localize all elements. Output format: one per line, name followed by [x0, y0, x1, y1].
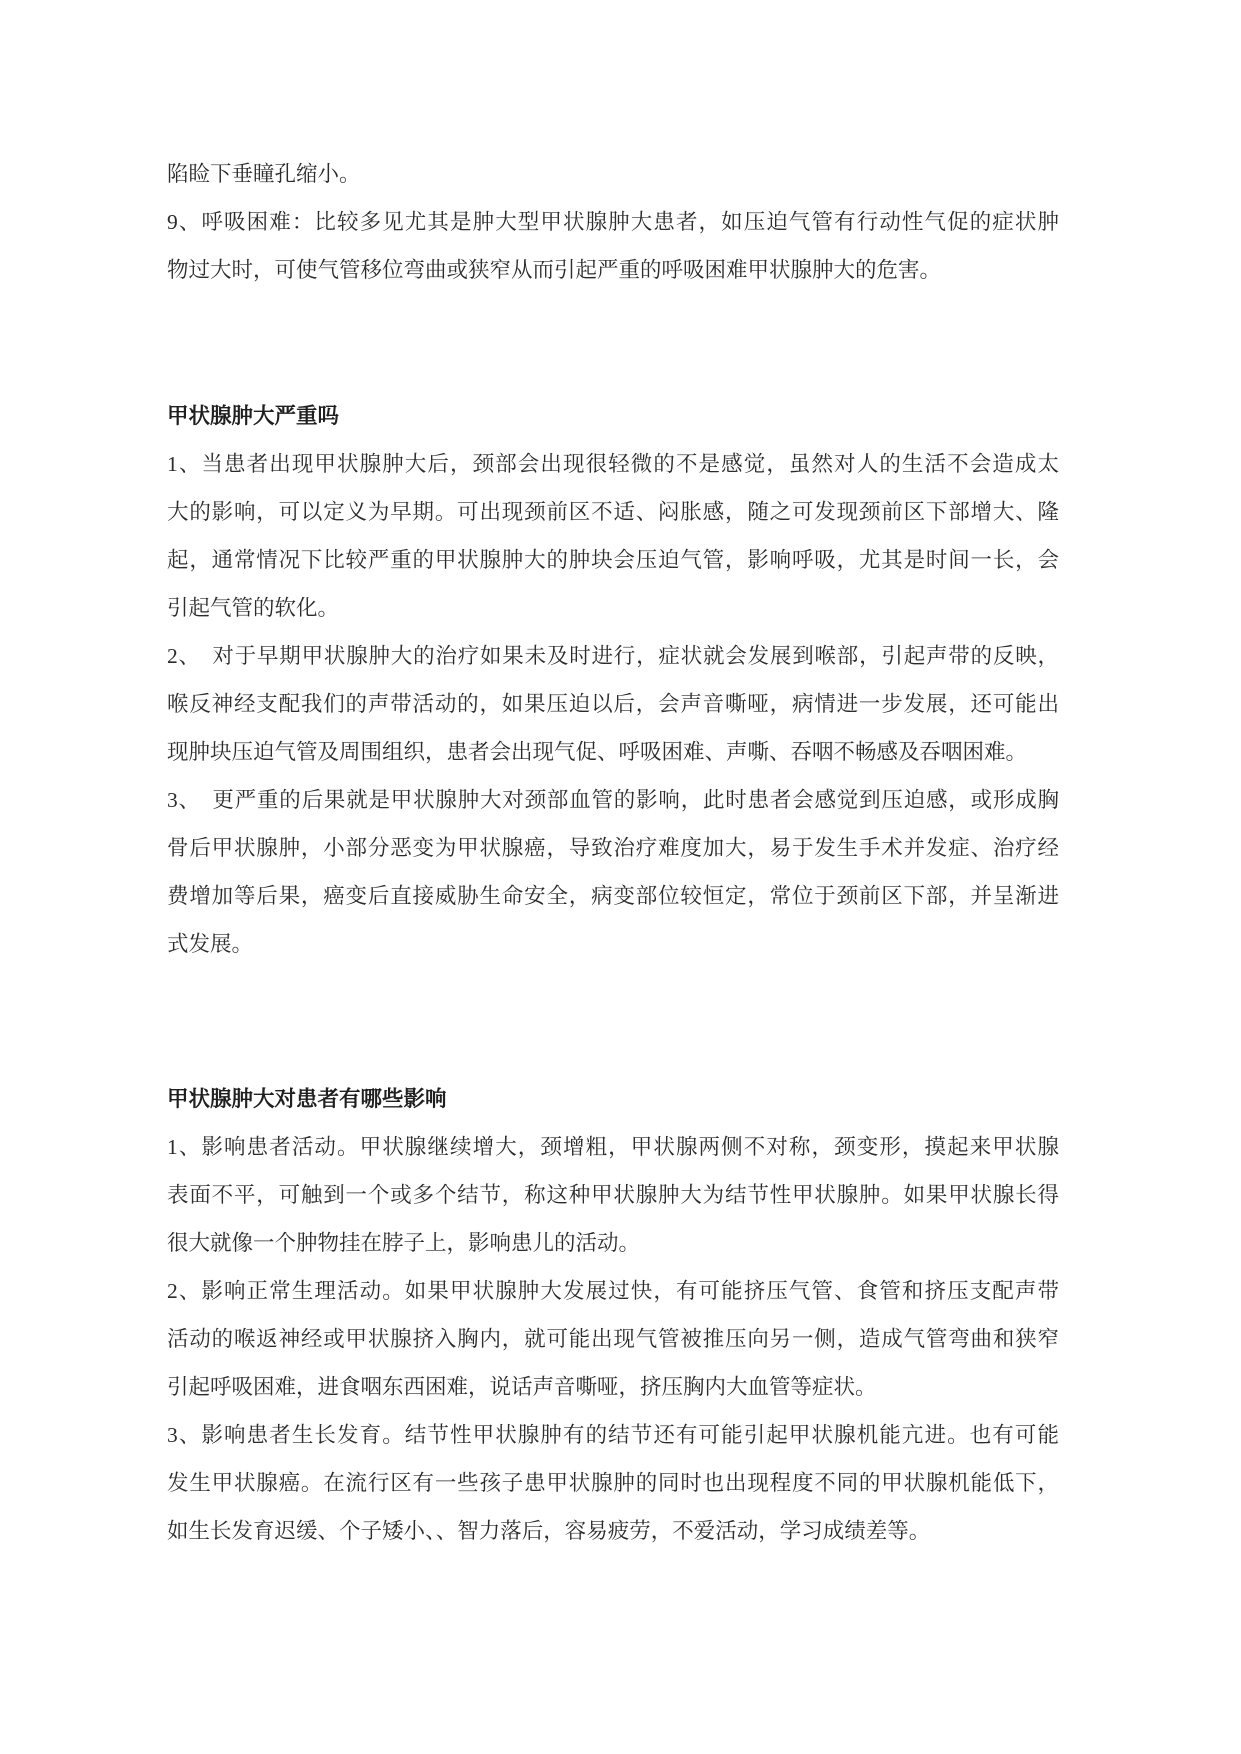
text-line: 大的影响，可以定义为早期。可出现颈前区不适、闷胀感，随之可发现颈前区下部增大、隆	[167, 500, 1059, 524]
text-line: 发生甲状腺癌。在流行区有一些孩子患甲状腺肿的同时也出现程度不同的甲状腺机能低下，	[167, 1471, 1059, 1495]
text-line: 引起呼吸困难，进食咽东西困难，说话声音嘶哑，挤压胸内大血管等症状。	[167, 1375, 877, 1399]
text-line: 现肿块压迫气管及周围组织，患者会出现气促、呼吸困难、声嘶、吞咽不畅感及吞咽困难。	[167, 740, 1028, 764]
text-line: 喉反神经支配我们的声带活动的，如果压迫以后，会声音嘶哑，病情进一步发展，还可能出	[167, 692, 1059, 716]
paragraph-effects-3	[167, 1411, 1059, 1555]
section-heading-effects: 甲状腺肿大对患者有哪些影响	[167, 1087, 447, 1111]
section-heading-severity: 甲状腺肿大严重吗	[167, 404, 340, 428]
paragraph-severity-1	[167, 440, 1059, 632]
paragraph-effects-2	[167, 1267, 1059, 1411]
text-line: 活动的喉返神经或甲状腺挤入胸内，就可能出现气管被推压向另一侧，造成气管弯曲和狭窄	[167, 1327, 1059, 1351]
text-line: 3、影响患者生长发育。结节性甲状腺肿有的结节还有可能引起甲状腺机能亢进。也有可能	[167, 1423, 1059, 1447]
text-line: 引起气管的软化。	[167, 596, 340, 620]
text-line: 2、影响正常生理活动。如果甲状腺肿大发展过快，有可能挤压气管、食管和挤压支配声带	[167, 1279, 1059, 1303]
text-line: 骨后甲状腺肿，小部分恶变为甲状腺癌，导致治疗难度加大，易于发生手术并发症、治疗经	[167, 836, 1059, 860]
text-line: 表面不平，可触到一个或多个结节，称这种甲状腺肿大为结节性甲状腺肿。如果甲状腺长得	[167, 1183, 1059, 1207]
text-line: 物过大时，可使气管移位弯曲或狭窄从而引起严重的呼吸困难甲状腺肿大的危害。	[167, 258, 942, 282]
text-line: 2、 对于早期甲状腺肿大的治疗如果未及时进行，症状就会发展到喉部，引起声带的反映，	[167, 644, 1059, 668]
paragraph-effects-1	[167, 1123, 1059, 1267]
text-line: 很大就像一个肿物挂在脖子上，影响患儿的活动。	[167, 1231, 641, 1255]
paragraph-severity-3	[167, 776, 1059, 968]
text-line: 式发展。	[167, 932, 254, 956]
paragraph-breathing-difficulty	[167, 198, 1059, 294]
text-line: 起，通常情况下比较严重的甲状腺肿大的肿块会压迫气管，影响呼吸，尤其是时间一长，会	[167, 548, 1059, 572]
paragraph-continuation	[167, 150, 1059, 198]
text-line: 陷睑下垂瞳孔缩小。	[167, 162, 361, 186]
text-line: 1、影响患者活动。甲状腺继续增大，颈增粗，甲状腺两侧不对称，颈变形，摸起来甲状腺	[167, 1135, 1059, 1159]
paragraph-severity-2	[167, 632, 1059, 776]
text-line: 9、呼吸困难：比较多见尤其是肿大型甲状腺肿大患者，如压迫气管有行动性气促的症状肿	[167, 210, 1059, 234]
document-content	[167, 150, 1059, 1555]
text-line: 如生长发育迟缓、个子矮小、、智力落后，容易疲劳，不爱活动，学习成绩差等。	[167, 1519, 931, 1543]
text-line: 费增加等后果，癌变后直接威胁生命安全，病变部位较恒定，常位于颈前区下部，并呈渐进	[167, 884, 1059, 908]
text-line: 3、 更严重的后果就是甲状腺肿大对颈部血管的影响，此时患者会感觉到压迫感，或形成胸	[167, 788, 1059, 812]
text-line: 1、当患者出现甲状腺肿大后，颈部会出现很轻微的不是感觉，虽然对人的生活不会造成太	[167, 452, 1059, 476]
